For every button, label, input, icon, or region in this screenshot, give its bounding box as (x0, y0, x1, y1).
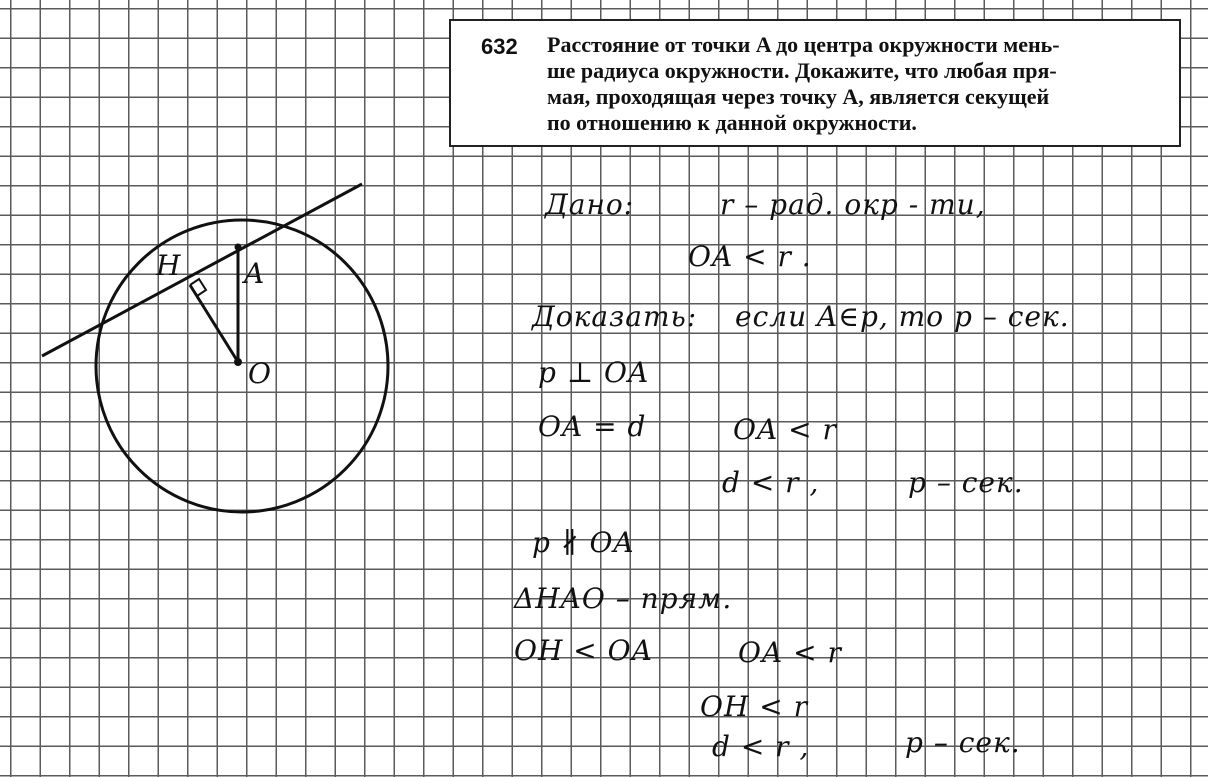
problem-line-4: по отношению к данной окружности. (547, 110, 917, 135)
geometry-figure (0, 0, 420, 540)
problem-line-3: мая, проходящая через точку A, является секущей (547, 84, 1050, 109)
circle (96, 220, 388, 512)
case2-condition: p ∦ OA (532, 526, 635, 559)
secant-line (42, 184, 362, 356)
case2-result-oh: OH < r (700, 690, 809, 723)
given-label: Дано: (545, 188, 635, 221)
perpendicular-oh (190, 285, 238, 362)
case2-inequality: OH < OA (514, 634, 653, 667)
case1-condition: p ⊥ OA (538, 356, 650, 389)
problem-box (449, 19, 1181, 147)
case1-equation: OA = d (538, 410, 647, 443)
prove-statement: если A∈p, то p – сек. (735, 300, 1070, 333)
case1-given: OA < r (733, 413, 837, 446)
point-o (234, 358, 242, 366)
case2-conclusion: p – сек. (905, 726, 1021, 759)
label-a: A (244, 257, 265, 290)
case2-triangle: ΔHAO – прям. (514, 582, 733, 615)
case2-result-d: d < r , (712, 730, 810, 763)
problem-statement (547, 32, 1161, 136)
problem-number: 632 (481, 34, 518, 59)
given-radius: r – рад. окр - ти, (720, 188, 986, 221)
problem-line-1: Расстояние от точки A до центра окружности мень- (547, 32, 1060, 57)
point-a (235, 244, 242, 251)
case1-conclusion: p – сек. (908, 466, 1024, 499)
case1-result: d < r , (722, 466, 820, 499)
label-h: H (156, 249, 181, 282)
label-o: O (248, 357, 271, 390)
prove-label: Доказать: (532, 300, 698, 333)
case2-given: OA < r (738, 636, 842, 669)
problem-line-2: ше радиуса окружности. Докажите, что любая пря- (547, 58, 1057, 83)
given-condition: OA < r . (688, 240, 812, 273)
